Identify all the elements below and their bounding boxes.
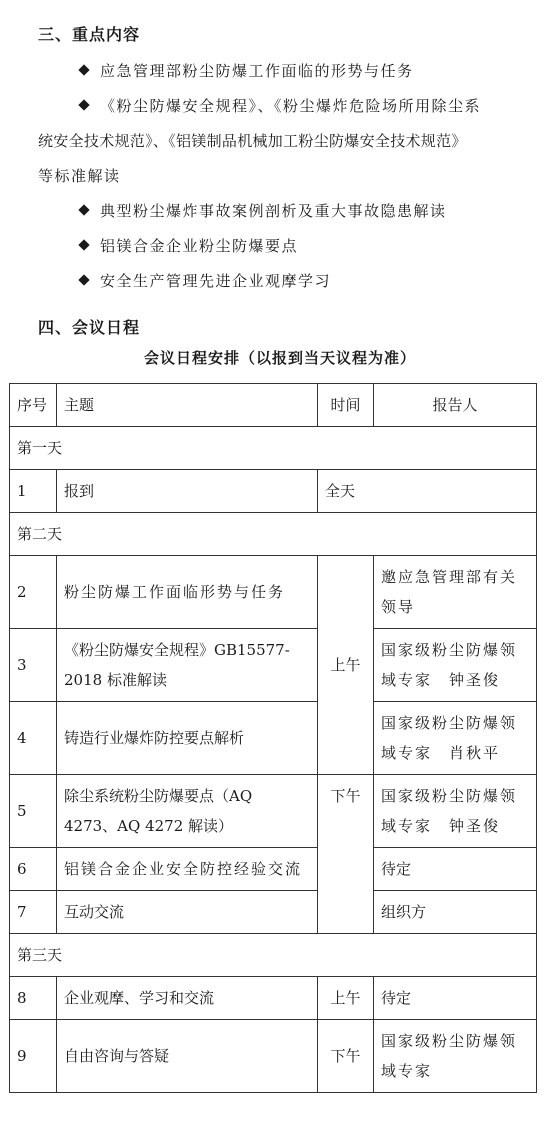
row-no: 3 [10, 629, 57, 702]
row-speaker: 待定 [374, 848, 537, 891]
bullet-item: 安全生产管理先进企业观摩学习 [80, 270, 331, 291]
agenda-table [9, 383, 537, 1093]
row-no: 8 [10, 977, 57, 1020]
header-no: 序号 [10, 384, 57, 427]
header-speaker: 报告人 [374, 384, 537, 427]
row-topic: 铸造行业爆炸防控要点解析 [57, 702, 318, 775]
row-speaker: 国家级粉尘防爆领域专家 钟圣俊 [374, 775, 537, 848]
bullet-item: 铝镁合金企业粉尘防爆要点 [80, 235, 298, 256]
row-topic: 除尘系统粉尘防爆要点（AQ 4273、AQ 4272 解读） [57, 775, 318, 848]
row-speaker: 邀应急管理部有关领导 [374, 556, 537, 629]
row-time: 全天 [318, 470, 537, 513]
day-label: 第三天 [10, 934, 537, 977]
row-topic: 互动交流 [57, 891, 318, 934]
row-topic: 自由咨询与答疑 [57, 1020, 318, 1093]
row-speaker: 国家级粉尘防爆领域专家 肖秋平 [374, 702, 537, 775]
row-no: 4 [10, 702, 57, 775]
table-header-row [10, 384, 537, 427]
day-label: 第二天 [10, 513, 537, 556]
diamond-bullet-icon [78, 204, 89, 215]
row-no: 2 [10, 556, 57, 629]
bullet-continuation: 统安全技术规范》、《铝镁制品机械加工粉尘防爆安全技术规范》 [38, 132, 467, 150]
row-no: 7 [10, 891, 57, 934]
table-row [10, 977, 537, 1020]
table-row [10, 629, 537, 702]
day-row [10, 934, 537, 977]
day-row [10, 513, 537, 556]
header-topic: 主题 [57, 384, 318, 427]
table-row [10, 556, 537, 629]
table-row [10, 1020, 537, 1093]
row-topic: 铝镁合金企业安全防控经验交流 [57, 848, 318, 891]
day-row [10, 427, 537, 470]
bullet-item: 典型粉尘爆炸事故案例剖析及重大事故隐患解读 [80, 200, 447, 221]
diamond-bullet-icon [78, 99, 89, 110]
bullet-continuation: 等标准解读 [38, 167, 121, 185]
diamond-bullet-icon [78, 239, 89, 250]
row-time: 上午 [318, 977, 374, 1020]
row-speaker: 国家级粉尘防爆领域专家 钟圣俊 [374, 629, 537, 702]
row-speaker: 待定 [374, 977, 537, 1020]
row-time: 下午 [318, 1020, 374, 1093]
row-no: 5 [10, 775, 57, 848]
row-speaker: 国家级粉尘防爆领域专家 [374, 1020, 537, 1093]
diamond-bullet-icon [78, 64, 89, 75]
bullet-item: 应急管理部粉尘防爆工作面临的形势与任务 [80, 60, 414, 81]
table-row [10, 470, 537, 513]
section-heading-key-content: 三、重点内容 [38, 25, 141, 44]
bullet-item: 《粉尘防爆安全规程》、《粉尘爆炸危险场所用除尘系 [80, 95, 481, 116]
row-no: 6 [10, 848, 57, 891]
row-speaker: 组织方 [374, 891, 537, 934]
section-heading-agenda: 四、会议日程 [38, 318, 141, 337]
row-no: 9 [10, 1020, 57, 1093]
table-caption: 会议日程安排（以报到当天议程为准） [143, 349, 416, 367]
diamond-bullet-icon [78, 274, 89, 285]
row-topic: 报到 [57, 470, 318, 513]
row-topic: 《粉尘防爆安全规程》GB15577-2018 标准解读 [57, 629, 318, 702]
row-time: 上午 [318, 556, 374, 775]
row-topic: 粉尘防爆工作面临形势与任务 [57, 556, 318, 629]
table-row [10, 848, 537, 891]
header-time: 时间 [318, 384, 374, 427]
table-row [10, 702, 537, 775]
row-topic: 企业观摩、学习和交流 [57, 977, 318, 1020]
row-no: 1 [10, 470, 57, 513]
row-time: 下午 [318, 775, 374, 934]
day-label: 第一天 [10, 427, 537, 470]
table-row [10, 891, 537, 934]
table-row [10, 775, 537, 848]
